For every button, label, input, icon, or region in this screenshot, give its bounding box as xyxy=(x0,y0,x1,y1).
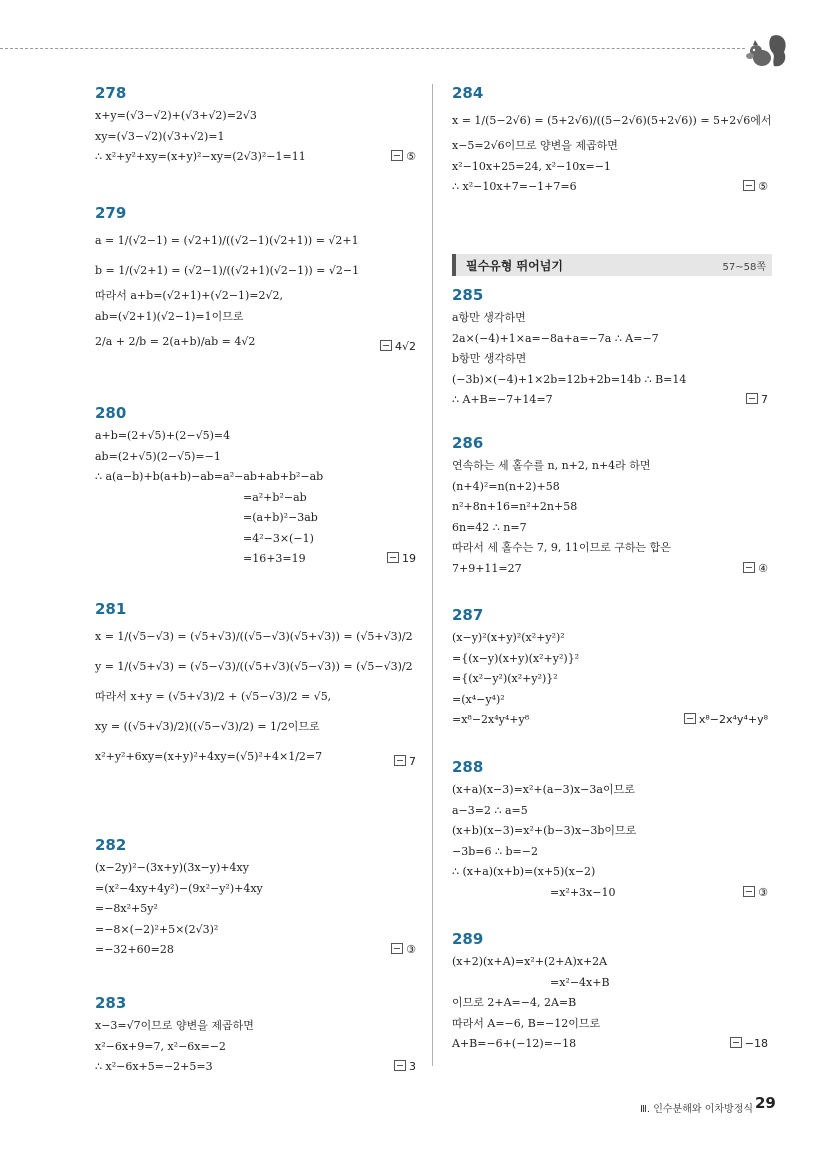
solution-line: =4²−3×(−1) xyxy=(243,531,314,545)
problem-289 xyxy=(452,928,772,1056)
solution-line: 따라서 A=−6, B=−12이므로 xyxy=(452,1016,601,1030)
left-column xyxy=(95,82,420,1082)
answer: 3 xyxy=(394,1057,416,1078)
solution-line: x²+y²+6xy=(x+y)²+4xy=(√5)²+4×1/2=7 7 xyxy=(95,742,420,772)
solution-line: =x²+3x−10 ③ xyxy=(452,883,772,904)
solution-line: x−5=2√6이므로 양변을 제곱하면 xyxy=(452,139,618,152)
problem-279 xyxy=(95,202,420,402)
answer-mark-icon xyxy=(746,393,758,404)
solution-line: ∴ x²+y²+xy=(x+y)²−xy=(2√3)²−1=11 ⑤ xyxy=(95,147,420,168)
solution-line: ∴ A+B=−7+14=7 7 xyxy=(452,390,772,411)
solution-line: a+b=(2+√5)+(2−√5)=4 xyxy=(95,429,231,442)
answer-mark-icon xyxy=(380,340,392,351)
solution-line: ={(x²−y²)(x²+y²)}² xyxy=(452,672,558,685)
solution-line: =−8x²+5y² xyxy=(95,902,158,915)
problem-278 xyxy=(95,82,420,202)
solution-line: ∴ (x+a)(x+b)=(x+5)(x−2) xyxy=(452,865,596,878)
solution-line: x²−6x+9=7, x²−6x=−2 xyxy=(95,1039,226,1053)
solution-line: 이므로 2+A=−4, 2A=B xyxy=(452,996,577,1009)
problem-number: 289 xyxy=(452,930,484,948)
solution-line: a−3=2 ∴ a=5 xyxy=(452,803,528,817)
answer-mark-icon xyxy=(387,552,399,563)
solution-line: x²−10x+25=24, x²−10x=−1 xyxy=(452,159,611,173)
problem-286 xyxy=(452,432,772,604)
solution-line: ab=(2+√5)(2−√5)=−1 xyxy=(95,449,221,463)
problem-281 xyxy=(95,598,420,834)
answer: ④ xyxy=(743,559,768,580)
section-page-range: 57~58쪽 xyxy=(722,262,766,273)
solution-line: =(x⁴−y⁴)² xyxy=(452,692,505,706)
answer: −18 xyxy=(730,1034,768,1055)
section-title: 필수유형 뛰어넘기 xyxy=(466,259,563,273)
solution-line: (x+a)(x−3)=x²+(a−3)x−3a이므로 xyxy=(452,783,635,796)
problem-288 xyxy=(452,756,772,928)
solution-line: =a²+b²−ab xyxy=(243,490,307,504)
answer-mark-icon xyxy=(743,180,755,191)
solution-line: (x−y)²(x+y)²(x²+y²)² xyxy=(452,631,565,644)
answer-mark-icon xyxy=(743,886,755,897)
solution-line: A+B=−6+(−12)=−18 −18 xyxy=(452,1034,772,1055)
header-dashed-line xyxy=(0,48,745,49)
answer: 7 xyxy=(394,752,416,773)
solution-line: xy=(√3−√2)(√3+√2)=1 xyxy=(95,129,225,143)
answer: ③ xyxy=(743,883,768,904)
solution-line: (x+b)(x−3)=x²+(b−3)x−3b이므로 xyxy=(452,824,637,837)
solution-line: 2/a + 2/b = 2(a+b)/ab = 4√2 4√2 xyxy=(95,327,420,357)
problem-283 xyxy=(95,992,420,1082)
solution-line: =(a+b)²−3ab xyxy=(243,511,318,524)
problem-number: 282 xyxy=(95,836,127,854)
answer-mark-icon xyxy=(391,943,403,954)
solution-line: =x²−4x+B xyxy=(550,975,610,989)
answer-mark-icon xyxy=(391,150,403,161)
solution-line: 2a×(−4)+1×a=−8a+a=−7a ∴ A=−7 xyxy=(452,331,659,345)
answer-mark-icon xyxy=(394,755,406,766)
answer-mark-icon xyxy=(684,713,696,724)
solution-line: (n+4)²=n(n+2)+58 xyxy=(452,479,560,493)
solution-line: ∴ a(a−b)+b(a+b)−ab=a²−ab+ab+b²−ab xyxy=(95,470,324,483)
answer: ⑤ xyxy=(743,177,768,198)
solution-line: x+y=(√3−√2)+(√3+√2)=2√3 xyxy=(95,109,257,122)
solution-line: ab=(√2+1)(√2−1)=1이므로 xyxy=(95,309,244,323)
solution-line: b = 1/(√2+1) = (√2−1)/((√2+1)(√2−1)) = √2−1 xyxy=(95,264,360,277)
solution-line: =x⁸−2x⁴y⁴+y⁸ x⁸−2x⁴y⁴+y⁸ xyxy=(452,710,772,731)
solution-line: (x+2)(x+A)=x²+(2+A)x+2A xyxy=(452,955,608,968)
solution-line: x−3=√7이므로 양변을 제곱하면 xyxy=(95,1019,254,1032)
footer-chapter-title: Ⅲ. 인수분해와 이차방정식 xyxy=(640,1104,754,1115)
problem-282 xyxy=(95,834,420,992)
problem-number: 285 xyxy=(452,286,484,304)
solution-line: ∴ x²−6x+5=−2+5=3 3 xyxy=(95,1057,420,1078)
solution-line: 따라서 세 홀수는 7, 9, 11이므로 구하는 합은 xyxy=(452,541,671,554)
problem-287 xyxy=(452,604,772,756)
answer-mark-icon xyxy=(730,1037,742,1048)
solution-line: 6n=42 ∴ n=7 xyxy=(452,520,527,534)
solution-line: 7+9+11=27 ④ xyxy=(452,559,772,580)
squirrel-mascot-icon xyxy=(742,30,790,72)
solution-line: a = 1/(√2−1) = (√2+1)/((√2−1)(√2+1)) = √2+1 xyxy=(95,234,359,247)
problem-285 xyxy=(452,284,772,432)
solution-line: =−8×(−2)²+5×(2√3)² xyxy=(95,922,219,936)
answer: 7 xyxy=(746,390,768,411)
answer: 19 xyxy=(387,549,416,570)
problem-number: 288 xyxy=(452,758,484,776)
solution-line: ={(x−y)(x+y)(x²+y²)}² xyxy=(452,651,580,665)
solution-line: 연속하는 세 홀수를 n, n+2, n+4라 하면 xyxy=(452,459,651,472)
problem-number: 280 xyxy=(95,404,127,422)
answer-mark-icon xyxy=(394,1060,406,1071)
problem-number: 283 xyxy=(95,994,127,1012)
solution-line: ∴ x²−10x+7=−1+7=6 ⑤ xyxy=(452,177,772,198)
solution-line: =−32+60=28 ③ xyxy=(95,940,420,961)
answer: ③ xyxy=(391,940,416,961)
right-column xyxy=(452,82,772,1056)
answer: 4√2 xyxy=(380,337,416,358)
problem-284 xyxy=(452,82,772,254)
solution-line: =16+3=19 19 xyxy=(95,549,420,570)
solution-line: 따라서 x+y = (√5+√3)/2 + (√5−√3)/2 = √5, xyxy=(95,690,332,703)
solution-line: x = 1/(5−2√6) = (5+2√6)/((5−2√6)(5+2√6)) = 5+2√6에서 xyxy=(452,114,772,127)
solution-line: (−3b)×(−4)+1×2b=12b+2b=14b ∴ B=14 xyxy=(452,372,687,386)
solution-line: (x−2y)²−(3x+y)(3x−y)+4xy xyxy=(95,861,249,874)
solution-line: b항만 생각하면 xyxy=(452,352,527,365)
solution-line: a항만 생각하면 xyxy=(452,311,526,324)
problem-number: 286 xyxy=(452,434,484,452)
solution-line: n²+8n+16=n²+2n+58 xyxy=(452,500,578,513)
problem-number: 279 xyxy=(95,204,127,222)
solution-line: xy = ((√5+√3)/2)((√5−√3)/2) = 1/2이므로 xyxy=(95,720,320,733)
solution-line: 따라서 a+b=(√2+1)+(√2−1)=2√2, xyxy=(95,289,283,302)
problem-280 xyxy=(95,402,420,598)
solution-line: y = 1/(√5+√3) = (√5−√3)/((√5+√3)(√5−√3)) = (√5−√3)/2 xyxy=(95,660,413,673)
problem-number: 284 xyxy=(452,84,484,102)
section-header xyxy=(452,254,772,276)
solution-line: x = 1/(√5−√3) = (√5+√3)/((√5−√3)(√5+√3)) = (√5+√3)/2 xyxy=(95,630,413,643)
answer-mark-icon xyxy=(743,562,755,573)
column-divider xyxy=(432,84,433,1066)
problem-number: 278 xyxy=(95,84,127,102)
problem-number: 281 xyxy=(95,600,127,618)
solution-line: =(x²−4xy+4y²)−(9x²−y²)+4xy xyxy=(95,881,263,895)
problem-number: 287 xyxy=(452,606,484,624)
page-number: 29 xyxy=(755,1094,776,1112)
answer: ⑤ xyxy=(391,147,416,168)
solution-line: −3b=6 ∴ b=−2 xyxy=(452,844,538,858)
answer: x⁸−2x⁴y⁴+y⁸ xyxy=(684,710,768,731)
